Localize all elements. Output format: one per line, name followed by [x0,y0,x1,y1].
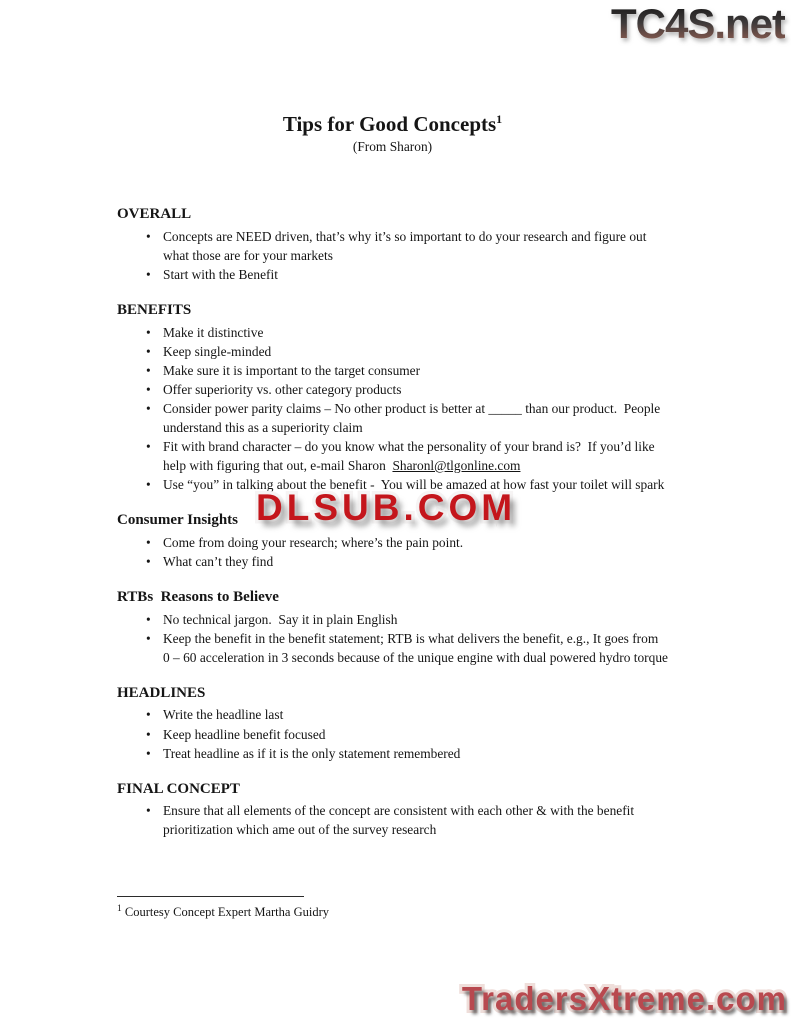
list-item: • Use “you” in talking about the benefit - You will be amazed at how fast your toilet will spark [163,475,668,494]
watermark-dlsub: DLSUB.COM [256,487,517,528]
watermark-tradersxtreme: TradersXtreme.com [461,980,787,1017]
bullet-list-rtbs [117,610,668,667]
bullet-list-benefits [117,323,668,494]
list-item: • What can’t they find [163,552,668,571]
bullet-list-final-concept [117,801,668,839]
bullet-list-overall [117,227,668,284]
list-item: • Consider power parity claims – No other product is better at _____ than our product. People understand this as a superiority claim [163,399,668,437]
bullet-list-consumer-insights [117,533,668,571]
footnote-marker: 1 [117,904,122,914]
list-item [163,437,668,475]
list-item: • No technical jargon. Say it in plain English [163,610,668,629]
list-item: • Offer superiority vs. other category products [163,380,668,399]
list-item: • Write the headline last [163,705,668,724]
section-heading-benefits: BENEFITS [117,302,192,319]
section-heading-headlines: HEADLINES [117,684,206,701]
list-item: • Ensure that all elements of the concept are consistent with each other & with the benefit prioritization which ame out of the survey research [163,801,668,839]
list-item: • Concepts are NEED driven, that’s why it’s so important to do your research and figure out what those are for your markets [163,227,668,265]
page-title [117,0,668,137]
bullet-list-headlines [117,705,668,762]
list-item: • Make it distinctive [163,323,668,342]
page-subtitle: (From Sharon) [352,139,433,155]
list-item: • Keep headline benefit focused [163,725,668,744]
list-item: • Keep the benefit in the benefit statement; RTB is what delivers the benefit, e.g., It goes from 0 – 60 acceleration in 3 seconds because of the unique engine with dual powered hydro torque [163,629,668,667]
section-heading-rtbs: RTBs Reasons to Believe [117,588,279,605]
list-item: • Start with the Benefit [163,265,668,284]
list-item: • Come from doing your research; where’s the pain point. [163,533,668,552]
list-item: • Make sure it is important to the target consumer [163,361,668,380]
footnote [117,896,329,920]
footnote-divider [117,896,304,897]
list-item: • Keep single-minded [163,342,668,361]
section-heading-final-concept: FINAL CONCEPT [117,780,240,797]
title-footnote-marker: 1 [496,112,503,126]
page-title-text: Tips for Good Concepts [282,112,497,136]
section-heading-consumer-insights: Consumer Insights [117,512,239,529]
section-heading-overall: OVERALL [117,206,192,223]
footnote-text: Courtesy Concept Expert Martha Guidry [124,905,329,920]
brand-bullet-text: Fit with brand character – do you know what the personality of your brand is? If you’d like help with figuring that out, e-mail Sharon [163,438,658,473]
email-link[interactable]: Sharonl@tlgonline.com [392,458,521,473]
list-item: • Treat headline as if it is the only statement remembered [163,744,668,763]
watermark-tc4s: TC4S.net [610,0,785,47]
